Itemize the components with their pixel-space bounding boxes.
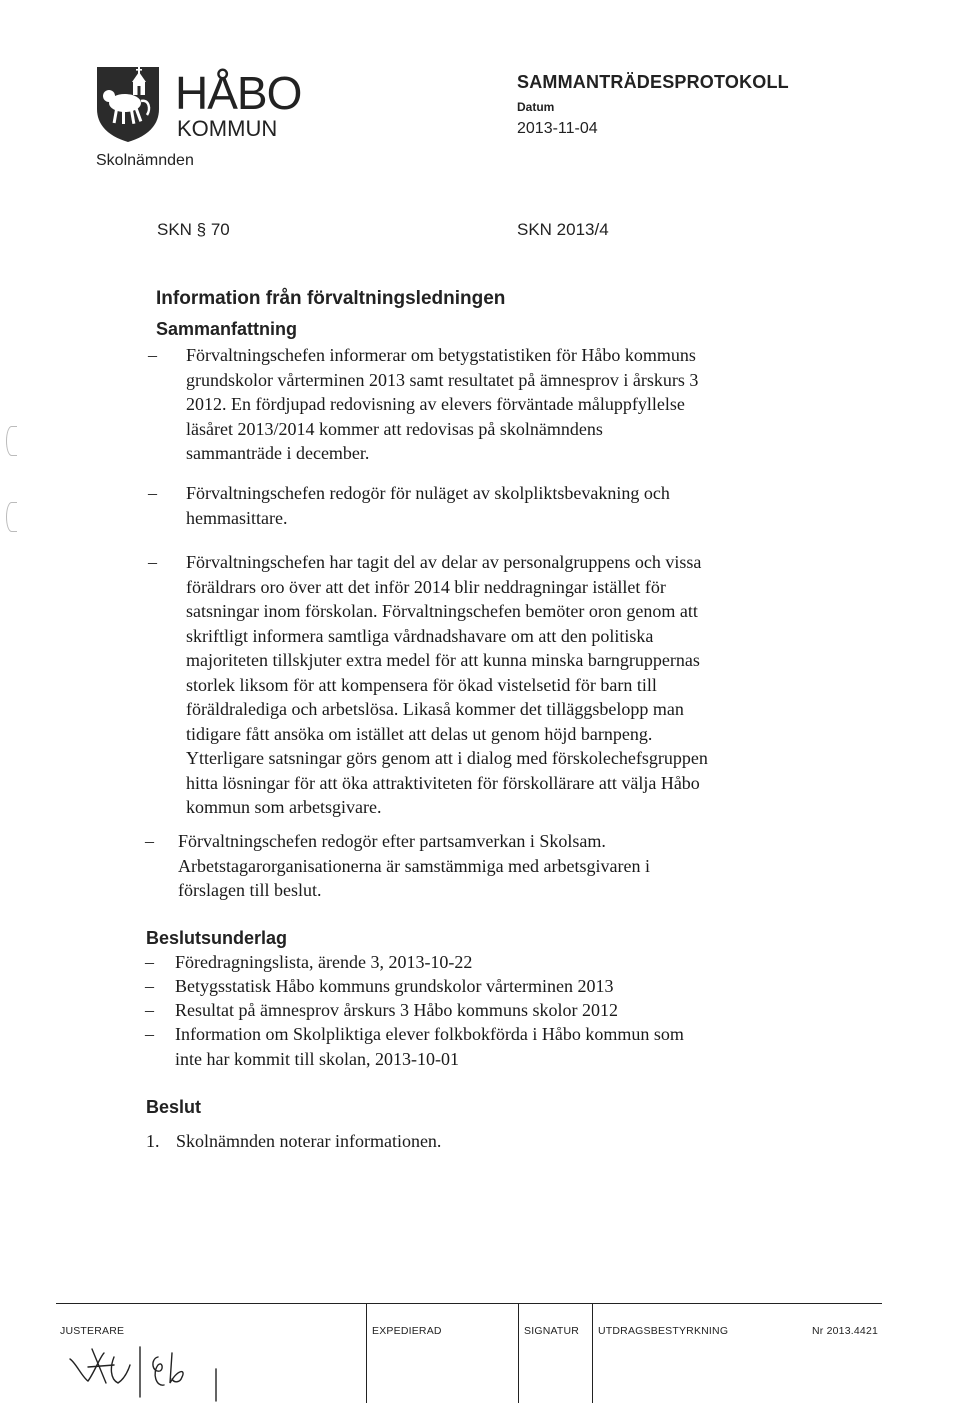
extract-label: UTDRAGSBESTYRKNING	[598, 1325, 729, 1337]
municipality-subtitle: KOMMUN	[177, 116, 278, 141]
form-number: Nr 2013.4421	[812, 1325, 879, 1337]
text-line: skriftligt informera samtliga vårdnadshavare om att den politiska	[186, 625, 654, 646]
text-line: grundskolor vårterminen 2013 samt resultatet på ämnesprov i årskurs 3	[186, 369, 699, 390]
list-dash: –	[145, 952, 154, 972]
text-line: sammanträde i december.	[186, 443, 370, 463]
municipality-name: HÅBO	[175, 67, 302, 119]
footer-top-rule	[56, 1303, 882, 1304]
municipality-logo-icon	[95, 65, 161, 143]
text-line: hemmasittare.	[186, 507, 288, 528]
list-dash: –	[148, 345, 157, 365]
list-dash: –	[148, 552, 157, 572]
text-line: Förvaltningschefen har tagit del av delar av personalgruppens och vissa	[186, 552, 702, 572]
footer-divider	[366, 1303, 367, 1403]
list-dash: –	[145, 1024, 154, 1044]
text-line: kommun som arbetsgivare.	[186, 797, 382, 817]
text-line: Information om Skolpliktiga elever folkbokförda i Håbo kommun som	[175, 1024, 684, 1044]
list-dash: –	[145, 1000, 154, 1020]
text-line: tidigare fått ansöka om istället att delas ut genom höjd barnpeng.	[186, 723, 653, 744]
text-line: Förvaltningschefen redogör efter partsamverkan i Skolsam.	[178, 831, 606, 851]
text-line: inte har kommit till skolan, 2013-10-01	[175, 1048, 459, 1069]
text-line: läsåret 2013/2014 kommer att redovisas på skolnämndens	[186, 418, 603, 439]
paragraph-reference: SKN § 70	[157, 220, 230, 239]
text-line: föräldrars oro över att det inför 2014 blir neddragningar istället för	[186, 576, 666, 597]
text-line: majoriteten tillskjuter extra medel för att kunna minska barngruppernas	[186, 650, 700, 670]
handwritten-initials	[66, 1343, 256, 1403]
text-line: föräldralediga och arbetslösa. Likaså kommer det tilläggsbelopp man	[186, 699, 684, 719]
scan-artifact	[6, 502, 17, 532]
text-line: Föredragningslista, ärende 3, 2013-10-22	[175, 952, 473, 972]
summary-heading: Sammanfattning	[156, 319, 298, 339]
case-reference: SKN 2013/4	[517, 220, 609, 239]
footer-divider	[592, 1303, 593, 1403]
text-line: storlek liksom för att kompensera för ökad vistelsetid för barn till	[186, 674, 657, 695]
text-line: Ytterligare satsningar görs genom att i dialog med förskolechefsgruppen	[186, 748, 708, 768]
text-line: Resultat på ämnesprov årskurs 3 Håbo kommuns skolor 2012	[175, 1000, 618, 1020]
date-label: Datum	[517, 100, 555, 114]
document-type: SAMMANTRÄDESPROTOKOLL	[517, 72, 789, 92]
basis-heading: Beslutsunderlag	[146, 928, 288, 948]
decision-number: 1.	[146, 1131, 160, 1151]
text-line: satsningar inom förskolan. Förvaltningschefen bemöter oron genom att	[186, 601, 698, 621]
text-line: hitta lösningar för att öka attraktiviteten för förskollärare att välja Håbo	[186, 772, 700, 793]
text-line: förslagen till beslut.	[178, 880, 322, 900]
dispatched-label: EXPEDIERAD	[372, 1325, 442, 1337]
footer-divider	[518, 1303, 519, 1403]
scan-artifact	[6, 426, 17, 456]
department-name: Skolnämnden	[96, 152, 194, 169]
text-line: Betygsstatisk Håbo kommuns grundskolor vårterminen 2013	[175, 976, 614, 996]
footer-signature-table	[56, 1303, 882, 1405]
text-line: Skolnämnden noterar informationen.	[176, 1131, 442, 1151]
list-dash: –	[145, 831, 154, 851]
section-heading: Information från förvaltningsledningen	[156, 288, 506, 309]
date-value: 2013-11-04	[517, 120, 598, 137]
decision-heading: Beslut	[146, 1097, 202, 1117]
text-line: Förvaltningschefen informerar om betygstatistiken för Håbo kommuns	[186, 345, 696, 365]
text-line: 2012. En fördjupad redovisning av elevers förväntade måluppfyllelse	[186, 394, 685, 414]
list-dash: –	[145, 976, 154, 996]
adjusted-label: JUSTERARE	[60, 1325, 125, 1337]
signature-label: SIGNATUR	[524, 1325, 580, 1337]
text-line: Arbetstagarorganisationerna är samstämmiga med arbetsgivaren i	[178, 855, 650, 876]
text-line: Förvaltningschefen redogör för nuläget av skolpliktsbevakning och	[186, 483, 670, 503]
list-dash: –	[148, 483, 157, 503]
